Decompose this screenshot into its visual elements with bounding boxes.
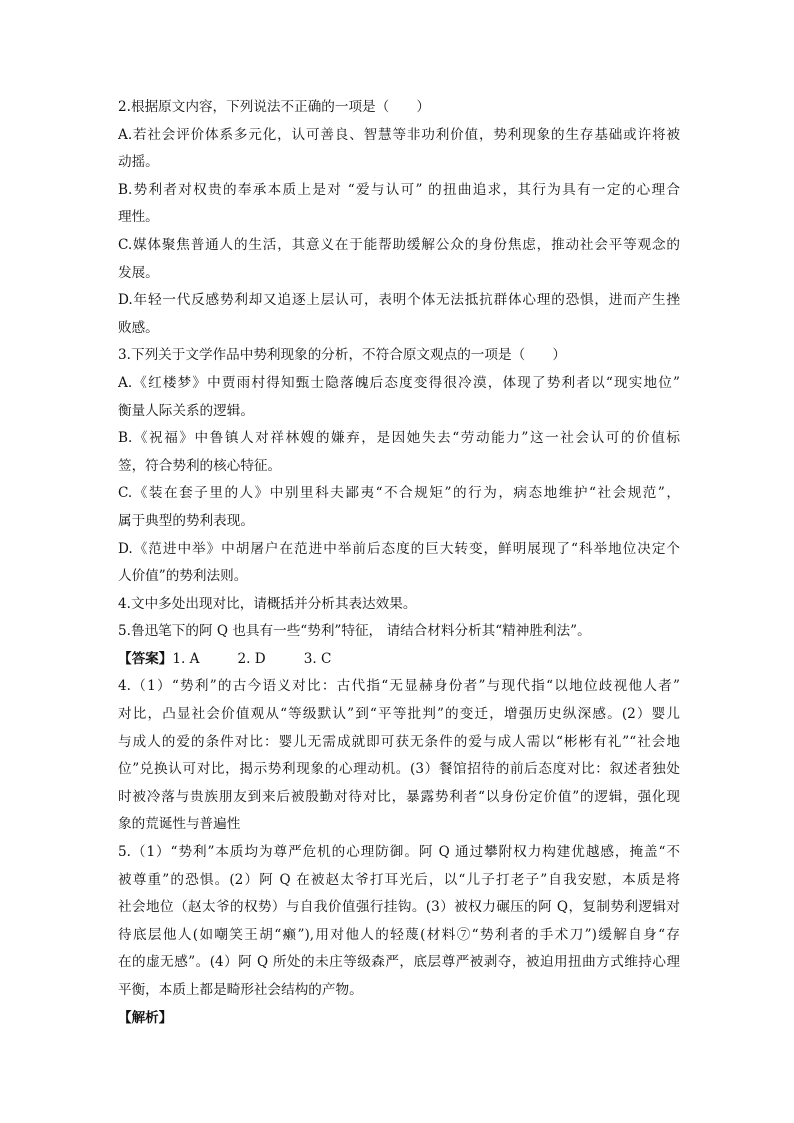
q2-option-a-line2: 动摇。 xyxy=(118,154,159,171)
answer-5-line: 被尊重”的恐惧。(2）阿 Q 在被赵太爷打耳光后，以“儿子打老子”自我安慰，本质是将 xyxy=(118,871,680,888)
q2-option-a-line1: A.若社会评价体系多元化，认可善良、智慧等非功利价值，势利现象的生存基础或许将被 xyxy=(118,126,680,143)
q3-option-c-line1: C.《装在套子里的人》中别里科夫鄙夷“不合规矩”的行为，病态地维护“社会规范”， xyxy=(118,485,680,502)
q3-option-c-line2: 属于典型的势利表现。 xyxy=(118,512,254,529)
answer-4-line: 对比，凸显社会价值观从“等级默认”到“平等批判”的变迁，增强历史纵深感。(2）婴儿 xyxy=(118,706,680,723)
q3-option-b-line1: B.《祝福》中鲁镇人对祥林嫂的嫌弃，是因她失去“劳动能力”这一社会认可的价值标 xyxy=(118,430,680,447)
q2-option-d-line2: 败感。 xyxy=(118,319,159,336)
answer-4-line: 4.（1）“势利”的古今语义对比：古代指“无显赫身份者”与现代指“以地位歧视他人者” xyxy=(118,678,680,695)
answer-5-line: 待底层他人(如嘲笑王胡“癞”),用对他人的轻蔑(材料⑦“势利者的手术刀”)缓解自身“存 xyxy=(118,926,680,943)
answer-4-line: 与成人的爱的条件对比：婴儿无需成就即可获无条件的爱与成人需以“彬彬有礼”“社会地 xyxy=(118,733,680,750)
question-2-stem: 2.根据原文内容，下列说法不正确的一项是（ ） xyxy=(118,99,431,115)
q3-option-b-line2: 签，符合势利的核心特征。 xyxy=(118,457,282,474)
question-5-stem: 5.鲁迅笔下的阿 Q 也具有一些“势利”特征， 请结合材料分析其“精神胜利法”。 xyxy=(118,623,591,640)
answer-4-line: 位”兑换认可对比，揭示势利现象的心理动机。(3）餐馆招待的前后态度对比：叙述者独处 xyxy=(118,761,680,778)
q3-option-d-line2: 人价值”的势利法则。 xyxy=(118,568,248,585)
answer-5-line: 在的虚无感”。(4）阿 Q 所处的未庄等级森严，底层尊严被剥夺，被迫用扭曲方式维持心理 xyxy=(118,954,680,971)
question-3-stem: 3.下列关于文学作品中势利现象的分析，不符合原文观点的一项是（ ） xyxy=(118,347,566,364)
q3-option-d-line1: D.《范进中举》中胡屠户在范进中举前后态度的巨大转变，鲜明展现了“科举地位决定个 xyxy=(118,540,680,557)
q3-option-a-line1: A.《红楼梦》中贾雨村得知甄士隐落魄后态度变得很冷漠，体现了势利者以“现实地位” xyxy=(118,374,680,391)
answer-5-line: 社会地位（赵太爷的权势）与自我价值强行挂钩。(3）被权力碾压的阿 Q，复制势利逻辑对 xyxy=(118,899,680,916)
page-content xyxy=(118,94,680,1032)
answer-4-line: 时被冷落与贵族朋友到来后被殷勤对待对比，暴露势利者“以身份定价值”的逻辑，强化现 xyxy=(118,788,680,805)
q2-option-b-line2: 理性。 xyxy=(118,209,159,226)
q2-option-b-line1: B.势利者对权贵的奉承本质上是对 “爱与认可” 的扭曲追求，其行为具有一定的心理合 xyxy=(118,181,680,198)
answer-4-line: 象的荒诞性与普遍性 xyxy=(118,816,241,833)
q2-option-c-line2: 发展。 xyxy=(118,264,159,281)
answer-label: 【答案】 xyxy=(118,650,173,667)
answer-item-1: 1. A xyxy=(172,650,200,667)
q2-option-c-line1: C.媒体聚焦普通人的生活，其意义在于能帮助缓解公众的身份焦虑，推动社会平等观念的 xyxy=(118,236,680,253)
q3-option-a-line2: 衡量人际关系的逻辑。 xyxy=(118,402,254,419)
answer-item-3: 3. C xyxy=(303,650,332,667)
answer-key xyxy=(118,646,680,674)
answer-5-line: 5.（1）“势利”本质均为尊严危机的心理防御。阿 Q 通过攀附权力构建优越感，掩盖“不 xyxy=(118,844,680,861)
answer-item-2: 2. D xyxy=(237,650,266,667)
question-4-stem: 4.文中多处出现对比，请概括并分析其表达效果。 xyxy=(118,595,417,612)
q2-option-d-line1: D.年轻一代反感势利却又追逐上层认可，表明个体无法抵抗群体心理的恐惧，进而产生挫 xyxy=(118,292,680,309)
answer-5-line: 平衡，本质上都是畸形社会结构的产物。 xyxy=(118,982,363,998)
analysis-label: 【解析】 xyxy=(118,1009,173,1026)
